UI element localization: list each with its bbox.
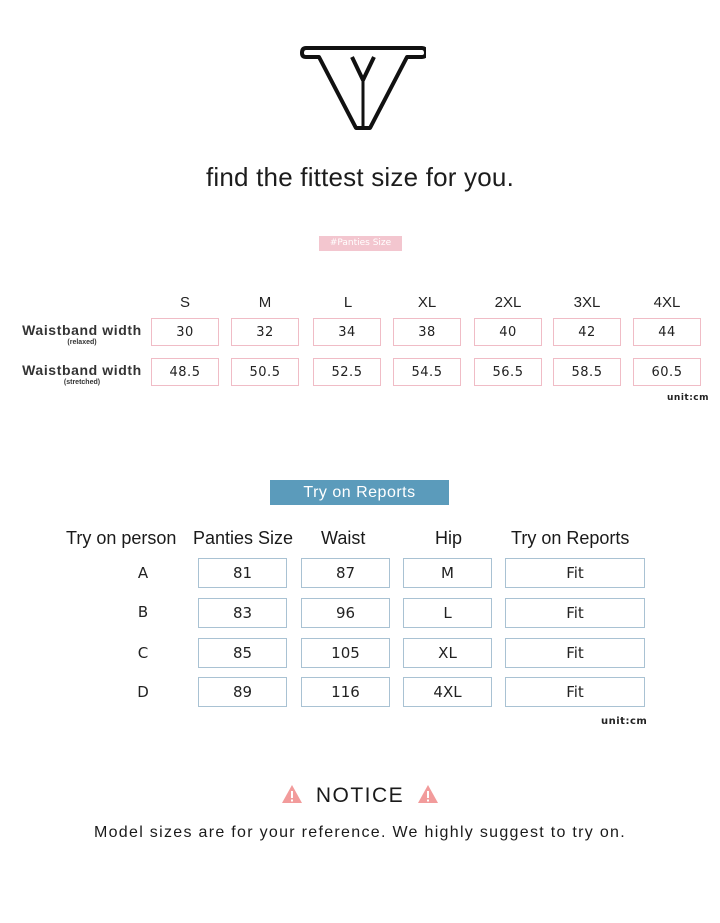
person-label: B (137, 603, 149, 621)
waist-cell: 96 (301, 598, 390, 628)
panties-size-cell: 85 (198, 638, 287, 668)
size-cell: 50.5 (231, 358, 299, 386)
size-cell: 60.5 (633, 358, 701, 386)
size-column-m: M (258, 294, 272, 311)
size-column-xl: XL (417, 294, 437, 311)
person-label: D (137, 683, 149, 701)
size-cell: 54.5 (393, 358, 461, 386)
size-cell: 42 (553, 318, 621, 346)
report-cell: Fit (505, 638, 645, 668)
size-cell: 32 (231, 318, 299, 346)
size-cell: 56.5 (474, 358, 542, 386)
hip-cell: XL (403, 638, 492, 668)
size-column-3xl: 3XL (573, 294, 601, 311)
hip-cell: L (403, 598, 492, 628)
headline: find the fittest size for you. (205, 162, 515, 192)
header-try-on-person: Try on person (66, 528, 177, 548)
size-cell: 30 (151, 318, 219, 346)
notice-title: NOTICE (315, 784, 405, 807)
header-panties-size: Panties Size (193, 528, 294, 548)
person-label: C (137, 644, 149, 662)
notice-heading (0, 784, 720, 808)
waist-cell: 87 (301, 558, 390, 588)
row-sublabel: (relaxed) (67, 339, 97, 346)
size-cell: 52.5 (313, 358, 381, 386)
waist-cell: 105 (301, 638, 390, 668)
row-label-stretched (12, 362, 152, 387)
warning-triangle-icon (281, 784, 303, 804)
hip-cell: 4XL (403, 677, 492, 707)
size-unit-label: unit:cm (667, 393, 710, 403)
size-cell: 44 (633, 318, 701, 346)
size-cell: 38 (393, 318, 461, 346)
header-hip: Hip (435, 528, 463, 548)
waist-cell: 116 (301, 677, 390, 707)
notice-message: Model sizes are for your reference. We highly suggest to try on. (93, 824, 626, 841)
size-cell: 48.5 (151, 358, 219, 386)
panties-outline-icon (300, 44, 426, 132)
row-label-text: Waistband width (22, 322, 142, 338)
size-column-4xl: 4XL (653, 294, 681, 311)
warning-triangle-icon (417, 784, 439, 804)
panties-size-cell: 83 (198, 598, 287, 628)
size-column-s: S (179, 294, 190, 311)
size-cell: 34 (313, 318, 381, 346)
row-label-relaxed (12, 322, 152, 347)
row-sublabel: (stretched) (63, 379, 101, 386)
hip-cell: M (403, 558, 492, 588)
header-waist: Waist (321, 528, 366, 548)
try-on-unit-label: unit:cm (601, 716, 648, 727)
size-cell: 40 (474, 318, 542, 346)
try-on-reports-banner: Try on Reports (270, 480, 449, 505)
size-column-2xl: 2XL (494, 294, 522, 311)
report-cell: Fit (505, 677, 645, 707)
report-cell: Fit (505, 558, 645, 588)
size-column-l: L (343, 294, 353, 311)
panties-size-cell: 81 (198, 558, 287, 588)
size-cell: 58.5 (553, 358, 621, 386)
header-try-on-reports: Try on Reports (511, 528, 630, 548)
report-cell: Fit (505, 598, 645, 628)
panties-size-badge: #Panties Size (319, 236, 402, 251)
person-label: A (137, 564, 149, 582)
panties-size-cell: 89 (198, 677, 287, 707)
row-label-text: Waistband width (22, 362, 142, 378)
